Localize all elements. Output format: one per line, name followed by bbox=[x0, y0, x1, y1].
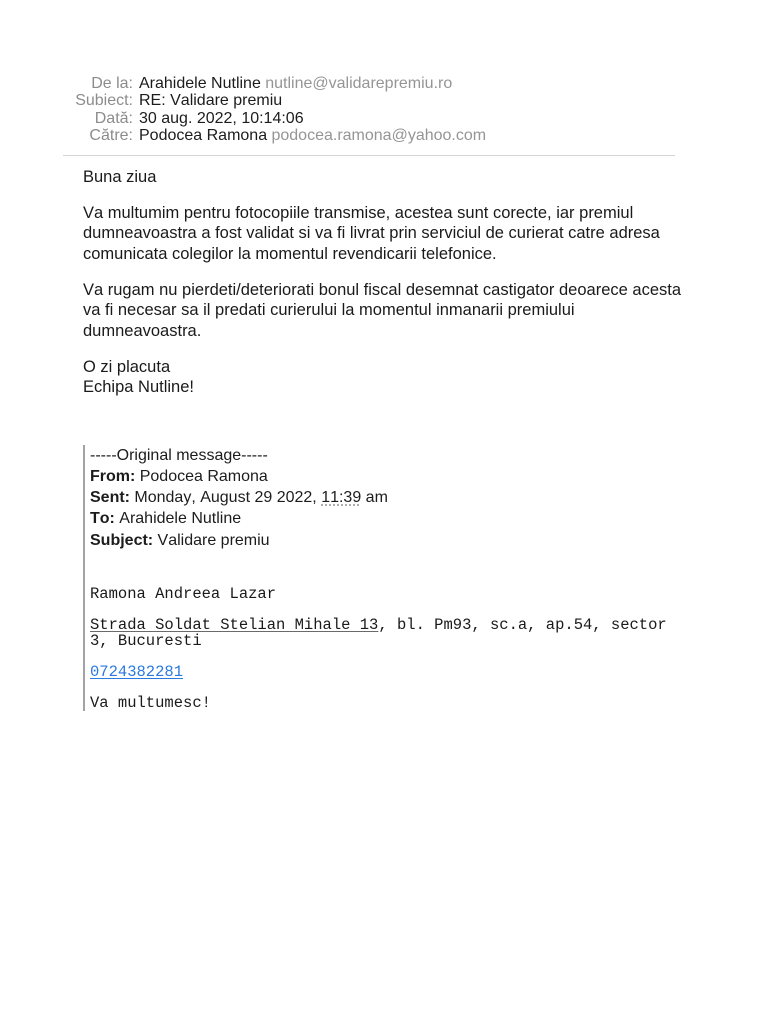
address-rest: , bl. Pm93, sc.a, ap.54, sector 3, Bucuresti bbox=[90, 616, 667, 650]
phone-paragraph bbox=[90, 662, 680, 681]
header-from-row bbox=[40, 75, 486, 92]
date-label: Dată: bbox=[94, 109, 133, 127]
thanks-line: Va multumesc! bbox=[90, 693, 211, 712]
quoted-sent-label: Sent: bbox=[90, 489, 130, 506]
signature: Echipa Nutline! bbox=[83, 378, 194, 397]
sender-full-name: Ramona Andreea Lazar bbox=[90, 585, 277, 604]
quoted-subject-value: Validare premiu bbox=[157, 531, 270, 549]
email-body bbox=[83, 167, 689, 414]
body-paragraph: Va rugam nu pierdeti/deteriorati bonul fiscal desemnat castigator deoarece acesta va fi necesar sa il predati curierului la momentul inmanarii premiului dumneavoastra. bbox=[83, 280, 682, 340]
quoted-separator: -----Original message----- bbox=[90, 446, 268, 464]
date-value: 30 aug. 2022, 10:14:06 bbox=[139, 109, 304, 127]
postal-address bbox=[90, 618, 680, 649]
quoted-from-label: From: bbox=[90, 467, 136, 485]
to-email: podocea.ramona@yahoo.com bbox=[271, 127, 487, 145]
from-name: Arahidele Nutline bbox=[139, 75, 261, 92]
quoted-sent-ampm: am bbox=[361, 489, 388, 506]
header-to-row bbox=[40, 127, 486, 144]
quoted-subject-label: Subject: bbox=[90, 531, 154, 549]
sign-off bbox=[83, 357, 689, 398]
quoted-to-label: To: bbox=[90, 510, 115, 528]
to-name: Podocea Ramona bbox=[139, 127, 268, 145]
header-divider bbox=[63, 155, 675, 156]
header-date-row bbox=[40, 110, 486, 127]
subject-value: RE: Validare premiu bbox=[139, 92, 283, 110]
header-subject-row bbox=[40, 92, 486, 109]
quoted-sent-time: 11:39 bbox=[321, 489, 362, 506]
quoted-to-value: Arahidele Nutline bbox=[119, 510, 242, 528]
quoted-subject-row bbox=[90, 530, 680, 551]
quoted-to-row bbox=[90, 508, 680, 529]
subject-label: Subiect: bbox=[75, 92, 133, 110]
quoted-sent-row bbox=[90, 487, 680, 508]
to-label: Către: bbox=[89, 127, 133, 145]
from-label: De la: bbox=[91, 75, 133, 92]
phone-link[interactable]: 0724382281 bbox=[90, 662, 184, 681]
quoted-message bbox=[83, 445, 680, 712]
quoted-body bbox=[90, 587, 680, 711]
from-email: nutline@validarepremiu.ro bbox=[265, 75, 453, 92]
quoted-sent-date: Monday, August 29 2022, bbox=[134, 489, 322, 506]
body-paragraph: Va multumim pentru fotocopiile transmise, acestea sunt corecte, iar premiul dumneavoastra a fost validat si va fi livrat prin serviciul de curierat catre adresa comunicata colegilor la momentul revendicarii telefonice. bbox=[83, 203, 660, 263]
greeting: Buna ziua bbox=[83, 167, 157, 186]
email-header bbox=[40, 75, 486, 145]
address-street-link[interactable]: Strada Soldat Stelian Mihale 13 bbox=[90, 616, 379, 635]
closing: O zi placuta bbox=[83, 357, 171, 376]
quoted-from-row bbox=[90, 466, 680, 487]
quoted-from-value: Podocea Ramona bbox=[139, 467, 268, 485]
